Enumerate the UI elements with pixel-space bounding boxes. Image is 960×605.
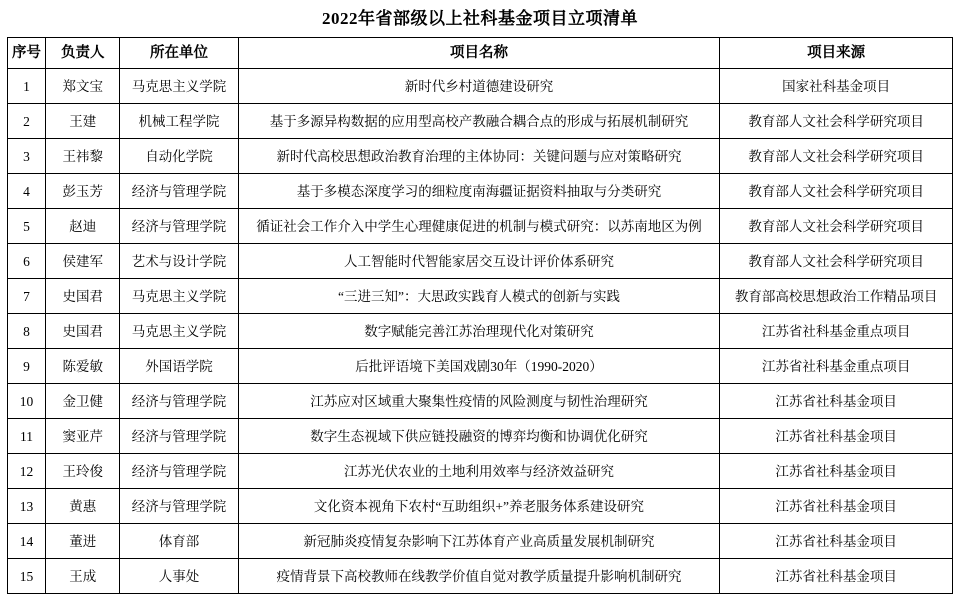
cell-source: 江苏省社科基金项目	[720, 524, 953, 559]
cell-project: 新时代高校思想政治教育治理的主体协同：关键问题与应对策略研究	[238, 139, 720, 174]
cell-index: 13	[8, 489, 46, 524]
cell-index: 6	[8, 244, 46, 279]
cell-index: 3	[8, 139, 46, 174]
table-row	[8, 174, 953, 209]
cell-source: 教育部人文社会科学研究项目	[720, 139, 953, 174]
cell-person: 郑文宝	[46, 69, 120, 104]
table-row	[8, 384, 953, 419]
cell-index: 5	[8, 209, 46, 244]
cell-unit: 艺术与设计学院	[120, 244, 238, 279]
cell-project: 循证社会工作介入中学生心理健康促进的机制与模式研究：以苏南地区为例	[238, 209, 720, 244]
cell-index: 7	[8, 279, 46, 314]
cell-person: 史国君	[46, 279, 120, 314]
cell-person: 窦亚芹	[46, 419, 120, 454]
cell-project: 疫情背景下高校教师在线教学价值自觉对教学质量提升影响机制研究	[238, 559, 720, 594]
cell-person: 侯建军	[46, 244, 120, 279]
cell-project: 数字生态视域下供应链投融资的博弈均衡和协调优化研究	[238, 419, 720, 454]
table-row	[8, 104, 953, 139]
cell-project: 后批评语境下美国戏剧30年（1990-2020）	[238, 349, 720, 384]
cell-project: 新冠肺炎疫情复杂影响下江苏体育产业高质量发展机制研究	[238, 524, 720, 559]
table-row	[8, 489, 953, 524]
cell-unit: 人事处	[120, 559, 238, 594]
cell-project: “三进三知”：大思政实践育人模式的创新与实践	[238, 279, 720, 314]
cell-person: 彭玉芳	[46, 174, 120, 209]
cell-person: 董进	[46, 524, 120, 559]
cell-index: 8	[8, 314, 46, 349]
cell-source: 教育部人文社会科学研究项目	[720, 174, 953, 209]
column-header-source: 项目来源	[720, 38, 953, 69]
cell-index: 15	[8, 559, 46, 594]
cell-unit: 经济与管理学院	[120, 384, 238, 419]
cell-source: 江苏省社科基金项目	[720, 489, 953, 524]
table-row	[8, 69, 953, 104]
cell-index: 14	[8, 524, 46, 559]
cell-source: 教育部人文社会科学研究项目	[720, 209, 953, 244]
table-row	[8, 349, 953, 384]
cell-source: 江苏省社科基金项目	[720, 454, 953, 489]
cell-project: 基于多源异构数据的应用型高校产教融合耦合点的形成与拓展机制研究	[238, 104, 720, 139]
table-row	[8, 139, 953, 174]
cell-project: 新时代乡村道德建设研究	[238, 69, 720, 104]
page-title: 2022年省部级以上社科基金项目立项清单	[322, 9, 638, 28]
cell-unit: 经济与管理学院	[120, 419, 238, 454]
column-header-index: 序号	[8, 38, 46, 69]
cell-person: 史国君	[46, 314, 120, 349]
cell-unit: 经济与管理学院	[120, 454, 238, 489]
table-header	[8, 38, 953, 69]
cell-source: 江苏省社科基金项目	[720, 384, 953, 419]
cell-source: 江苏省社科基金项目	[720, 419, 953, 454]
cell-index: 1	[8, 69, 46, 104]
cell-index: 10	[8, 384, 46, 419]
cell-unit: 马克思主义学院	[120, 69, 238, 104]
cell-project: 数字赋能完善江苏治理现代化对策研究	[238, 314, 720, 349]
project-listing-table	[7, 37, 953, 594]
cell-project: 基于多模态深度学习的细粒度南海疆证据资料抽取与分类研究	[238, 174, 720, 209]
cell-index: 11	[8, 419, 46, 454]
table-row	[8, 279, 953, 314]
cell-unit: 机械工程学院	[120, 104, 238, 139]
cell-project: 江苏光伏农业的土地利用效率与经济效益研究	[238, 454, 720, 489]
cell-person: 赵迪	[46, 209, 120, 244]
cell-unit: 体育部	[120, 524, 238, 559]
cell-person: 王祎黎	[46, 139, 120, 174]
cell-unit: 自动化学院	[120, 139, 238, 174]
cell-project: 文化资本视角下农村“互助组织+”养老服务体系建设研究	[238, 489, 720, 524]
cell-source: 教育部人文社会科学研究项目	[720, 244, 953, 279]
cell-person: 王成	[46, 559, 120, 594]
column-header-unit: 所在单位	[120, 38, 238, 69]
cell-source: 国家社科基金项目	[720, 69, 953, 104]
cell-source: 教育部高校思想政治工作精品项目	[720, 279, 953, 314]
cell-person: 王建	[46, 104, 120, 139]
cell-index: 4	[8, 174, 46, 209]
cell-unit: 外国语学院	[120, 349, 238, 384]
cell-source: 教育部人文社会科学研究项目	[720, 104, 953, 139]
cell-project: 人工智能时代智能家居交互设计评价体系研究	[238, 244, 720, 279]
cell-source: 江苏省社科基金重点项目	[720, 349, 953, 384]
cell-person: 金卫健	[46, 384, 120, 419]
cell-source: 江苏省社科基金项目	[720, 559, 953, 594]
column-header-person: 负责人	[46, 38, 120, 69]
table-row	[8, 559, 953, 594]
table-row	[8, 244, 953, 279]
cell-unit: 经济与管理学院	[120, 489, 238, 524]
cell-index: 12	[8, 454, 46, 489]
cell-project: 江苏应对区域重大聚集性疫情的风险测度与韧性治理研究	[238, 384, 720, 419]
cell-index: 9	[8, 349, 46, 384]
cell-unit: 经济与管理学院	[120, 174, 238, 209]
table-row	[8, 419, 953, 454]
table-header-row	[8, 38, 953, 69]
cell-unit: 马克思主义学院	[120, 279, 238, 314]
table-row	[8, 524, 953, 559]
cell-unit: 马克思主义学院	[120, 314, 238, 349]
column-header-project: 项目名称	[238, 38, 720, 69]
cell-unit: 经济与管理学院	[120, 209, 238, 244]
table-row	[8, 209, 953, 244]
cell-source: 江苏省社科基金重点项目	[720, 314, 953, 349]
table-row	[8, 454, 953, 489]
cell-person: 陈爱敏	[46, 349, 120, 384]
cell-person: 黄惠	[46, 489, 120, 524]
table-body	[8, 69, 953, 594]
cell-index: 2	[8, 104, 46, 139]
cell-person: 王玲俊	[46, 454, 120, 489]
table-row	[8, 314, 953, 349]
